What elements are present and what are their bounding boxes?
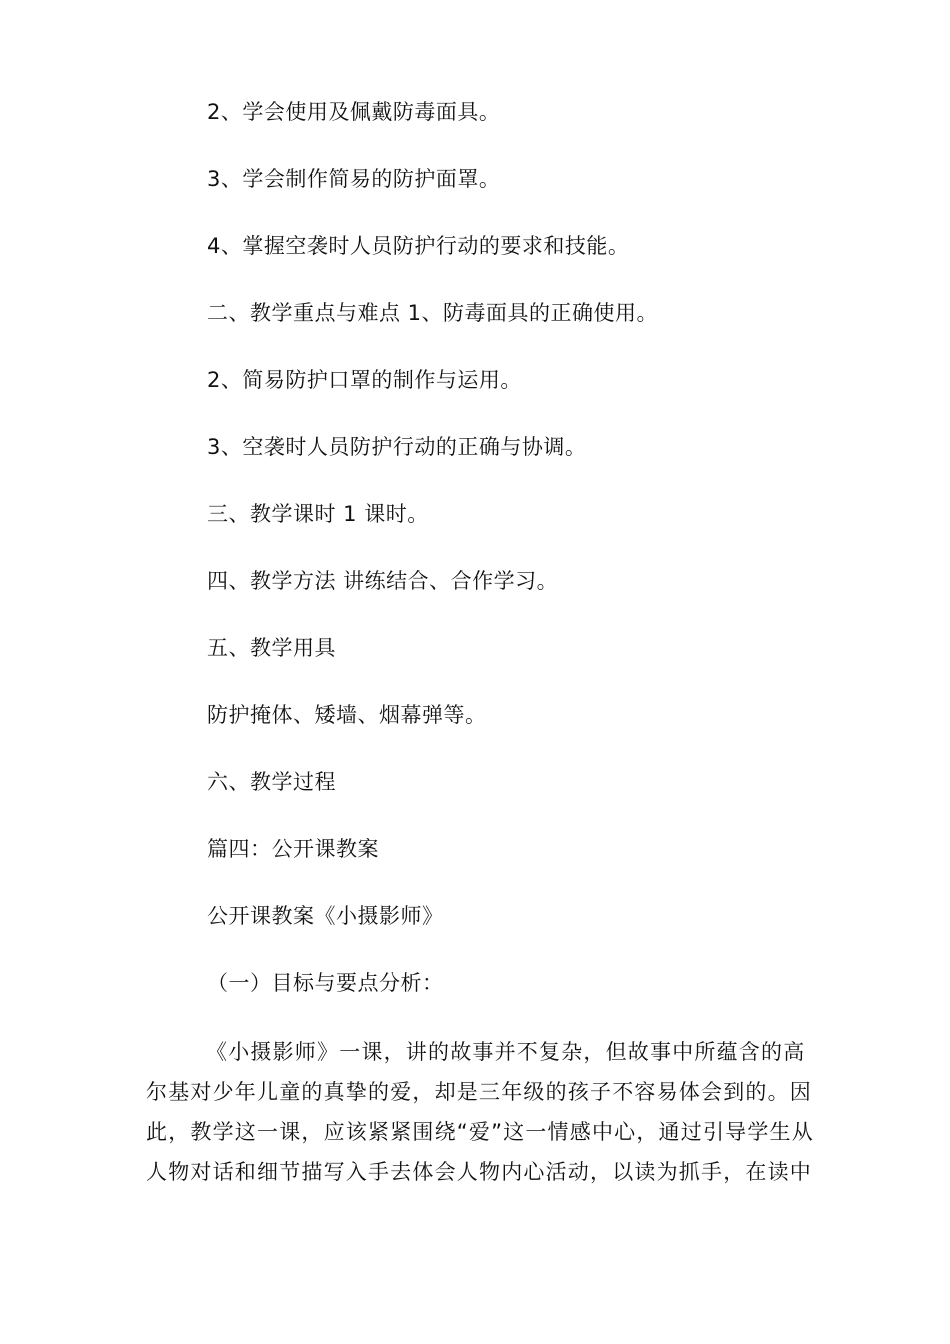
text-line-class-hours: 三、教学课时 1 课时。 [207,502,429,526]
text-line-key-point-2: 2、简易防护口罩的制作与运用。 [207,368,522,392]
text-line-goal-3: 3、学会制作简易的防护面罩。 [207,167,501,191]
text-line-teaching-tools-heading: 五、教学用具 [207,636,336,660]
text-line-key-point-3: 3、空袭时人员防护行动的正确与协调。 [207,435,587,459]
text-line-teaching-process: 六、教学过程 [207,770,336,794]
text-line-analysis-heading: （一）目标与要点分析： [207,971,444,995]
text-line-lesson-title: 公开课教案《小摄影师》 [207,904,444,928]
text-line-teaching-method: 四、教学方法 讲练结合、合作学习。 [207,569,559,593]
paragraph-line-1: 《小摄影师》一课，讲的故事并不复杂，但故事中所蕴含的高 [206,1040,806,1064]
text-line-goal-2: 2、学会使用及佩戴防毒面具。 [207,100,501,124]
text-line-goal-4: 4、掌握空袭时人员防护行动的要求和技能。 [207,234,630,258]
paragraph-line-2: 尔基对少年儿童的真挚的爱，却是三年级的孩子不容易体会到的。因 [146,1080,812,1104]
analysis-paragraph [146,1032,814,1192]
text-line-key-points: 二、教学重点与难点 1、防毒面具的正确使用。 [207,301,659,325]
text-line-teaching-tools: 防护掩体、矮墙、烟幕弹等。 [207,703,487,727]
text-line-section-title: 篇四：公开课教案 [207,837,379,861]
paragraph-line-3: 此，教学这一课，应该紧紧围绕“爱”这一情感中心，通过引导学生从 [146,1120,814,1144]
paragraph-line-4: 人物对话和细节描写入手去体会人物内心活动，以读为抓手，在读中 [146,1160,812,1184]
